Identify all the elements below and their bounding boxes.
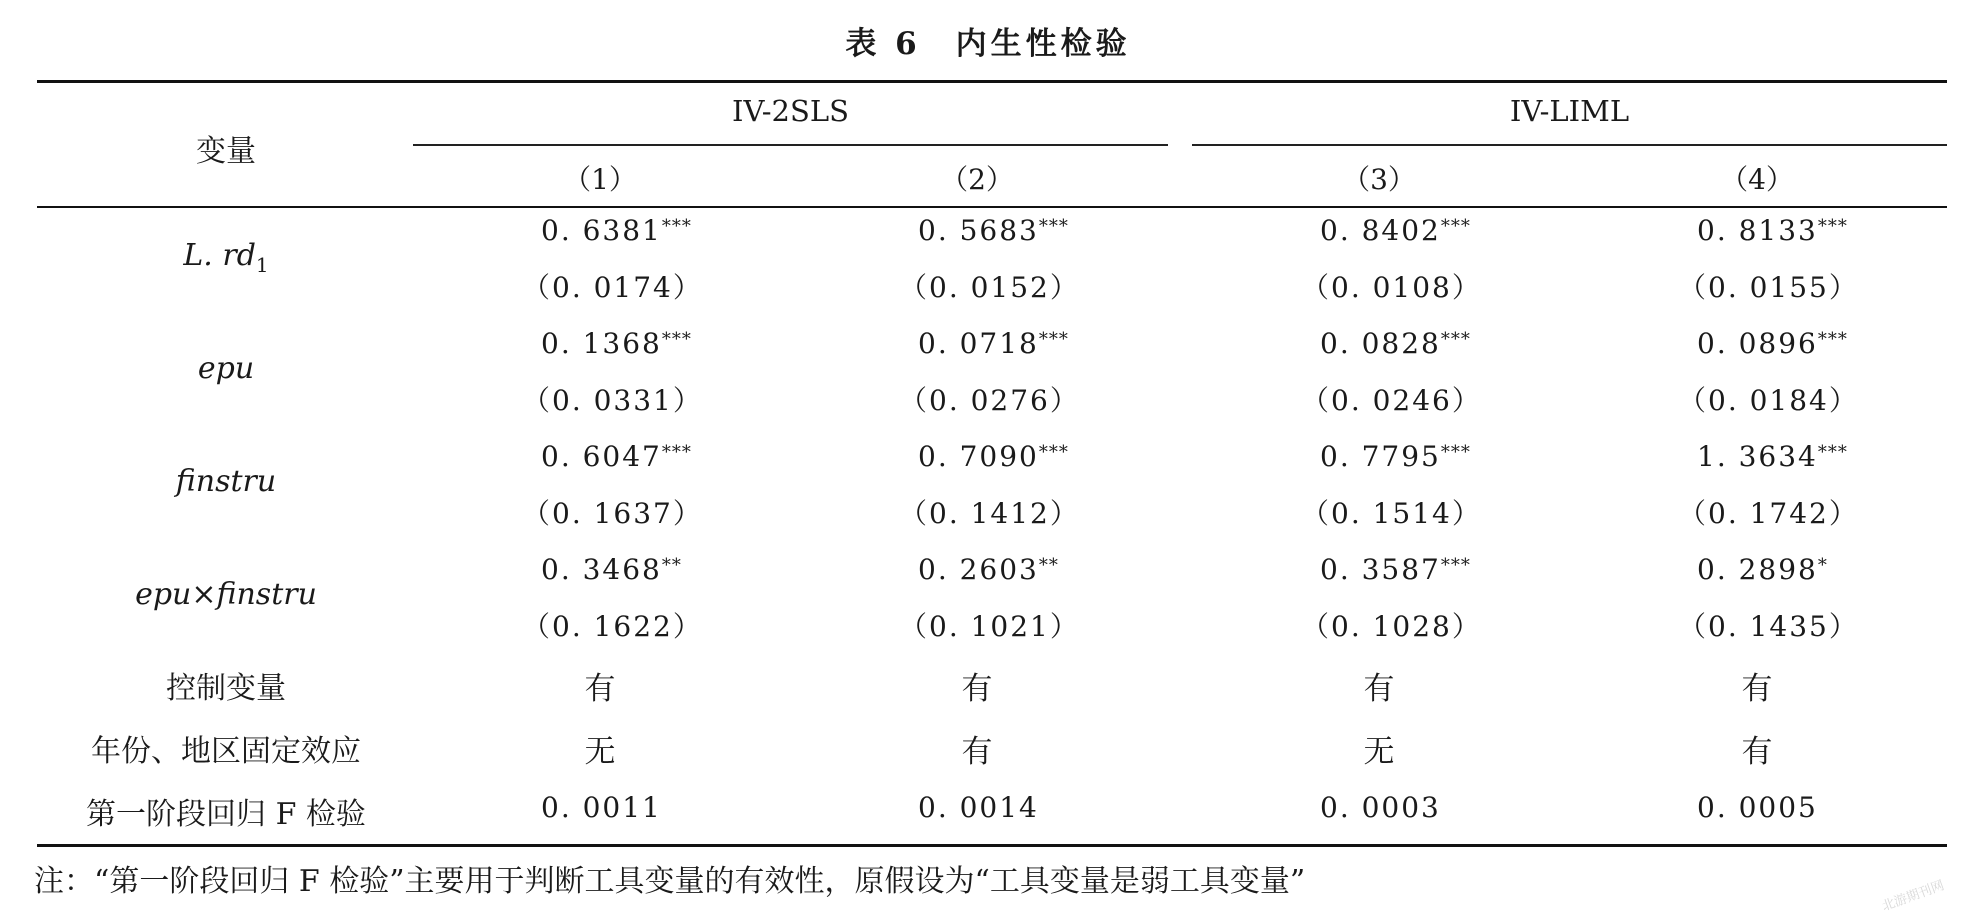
row-label-fixed-effects: 年份、地区固定效应 — [91, 734, 361, 769]
coef-value: 0. 0828 — [1320, 327, 1441, 360]
significance-stars: * — [1817, 555, 1828, 576]
coef-value: 0. 1368 — [541, 327, 662, 360]
controls-cell: 有 — [961, 671, 993, 707]
coef-cell — [1320, 440, 1471, 473]
significance-stars: ** — [1038, 555, 1059, 576]
coef-value: 0. 6047 — [541, 440, 662, 473]
first-stage-f-cell: 0. 0003 — [1320, 791, 1441, 824]
coef-cell — [918, 214, 1069, 247]
significance-stars: *** — [1038, 329, 1069, 350]
significance-stars: *** — [1038, 442, 1069, 463]
std-error: （0. 0174） — [522, 271, 703, 304]
coef-cell — [1697, 327, 1848, 360]
std-error: （0. 0108） — [1301, 271, 1482, 304]
table-title: 表 6 内生性检验 — [845, 26, 1131, 62]
coef-value: 1. 3634 — [1697, 440, 1818, 473]
first-stage-f-cell: 0. 0005 — [1697, 791, 1818, 824]
std-error: （0. 1637） — [522, 497, 703, 530]
significance-stars: *** — [1817, 442, 1848, 463]
coef-cell — [918, 440, 1069, 473]
controls-cell: 有 — [584, 671, 616, 707]
coef-cell — [1697, 214, 1848, 247]
std-error: （0. 1742） — [1678, 497, 1859, 530]
coef-value: 0. 0718 — [918, 327, 1039, 360]
std-error: （0. 0331） — [522, 384, 703, 417]
std-error: （0. 1028） — [1301, 610, 1482, 643]
group-underline-liml — [1192, 144, 1947, 146]
coef-value: 0. 3468 — [541, 553, 662, 586]
row-label-subscript: 1 — [255, 253, 269, 277]
significance-stars: *** — [1440, 216, 1471, 237]
coef-cell — [1320, 553, 1471, 586]
significance-stars: *** — [661, 442, 692, 463]
coef-cell — [1697, 440, 1848, 473]
group-header-iv-liml: IV-LIML — [1509, 94, 1630, 128]
top-rule — [37, 80, 1947, 83]
column-header-4: （4） — [1720, 163, 1794, 196]
coef-cell — [918, 327, 1069, 360]
column-header-3: （3） — [1342, 163, 1416, 196]
row-label-controls: 控制变量 — [166, 671, 286, 706]
row-label-text: L. rd — [183, 238, 256, 273]
significance-stars: *** — [1440, 555, 1471, 576]
coef-value: 0. 6381 — [541, 214, 662, 247]
std-error: （0. 0184） — [1678, 384, 1859, 417]
significance-stars: *** — [1038, 216, 1069, 237]
coef-value: 0. 8402 — [1320, 214, 1441, 247]
group-header-iv-2sls: IV-2SLS — [732, 94, 849, 128]
coef-value: 0. 7090 — [918, 440, 1039, 473]
coef-value: 0. 7795 — [1320, 440, 1441, 473]
coef-cell — [1320, 327, 1471, 360]
fixed-effects-cell: 有 — [1741, 734, 1773, 770]
coef-value: 0. 8133 — [1697, 214, 1818, 247]
coef-value: 0. 2603 — [918, 553, 1039, 586]
coef-cell — [541, 440, 692, 473]
variable-header: 变量 — [196, 134, 256, 169]
std-error: （0. 0276） — [899, 384, 1080, 417]
table-note: 注：“第一阶段回归 F 检验”主要用于判断工具变量的有效性，原假设为“工具变量是弱工具变量” — [34, 864, 1306, 899]
significance-stars: *** — [661, 216, 692, 237]
significance-stars: *** — [1817, 216, 1848, 237]
std-error: （0. 1435） — [1678, 610, 1859, 643]
significance-stars: ** — [661, 555, 682, 576]
first-stage-f-cell: 0. 0014 — [918, 791, 1039, 824]
fixed-effects-cell: 有 — [961, 734, 993, 770]
fixed-effects-cell: 无 — [1363, 734, 1395, 770]
significance-stars: *** — [661, 329, 692, 350]
significance-stars: *** — [1440, 329, 1471, 350]
controls-cell: 有 — [1363, 671, 1395, 707]
coef-cell — [541, 214, 692, 247]
std-error: （0. 0246） — [1301, 384, 1482, 417]
bottom-rule — [37, 844, 1947, 847]
row-label-first-stage-f: 第一阶段回归 F 检验 — [86, 797, 366, 832]
significance-stars: *** — [1440, 442, 1471, 463]
coef-value: 0. 2898 — [1697, 553, 1818, 586]
std-error: （0. 1021） — [899, 610, 1080, 643]
row-label-epu-x-finstru: epu×finstru — [135, 577, 317, 612]
coef-value: 0. 0896 — [1697, 327, 1818, 360]
coef-value: 0. 3587 — [1320, 553, 1441, 586]
first-stage-f-cell: 0. 0011 — [541, 791, 662, 824]
coef-cell — [1320, 214, 1471, 247]
fixed-effects-cell: 无 — [584, 734, 616, 770]
std-error: （0. 1622） — [522, 610, 703, 643]
row-label-finstru: finstru — [175, 464, 277, 499]
column-header-1: （1） — [563, 163, 637, 196]
std-error: （0. 0155） — [1678, 271, 1859, 304]
column-header-2: （2） — [940, 163, 1014, 196]
std-error: （0. 1514） — [1301, 497, 1482, 530]
group-underline-2sls — [413, 144, 1168, 146]
coef-cell — [918, 553, 1059, 586]
row-label-epu: epu — [197, 351, 255, 386]
watermark: 北游期刊网 — [1880, 878, 1947, 915]
coef-value: 0. 5683 — [918, 214, 1039, 247]
coef-cell — [1697, 553, 1828, 586]
std-error: （0. 1412） — [899, 497, 1080, 530]
controls-cell: 有 — [1741, 671, 1773, 707]
coef-cell — [541, 327, 692, 360]
std-error: （0. 0152） — [899, 271, 1080, 304]
header-rule — [37, 206, 1947, 208]
coef-cell — [541, 553, 682, 586]
significance-stars: *** — [1817, 329, 1848, 350]
row-label-l-rd1 — [36, 238, 416, 277]
